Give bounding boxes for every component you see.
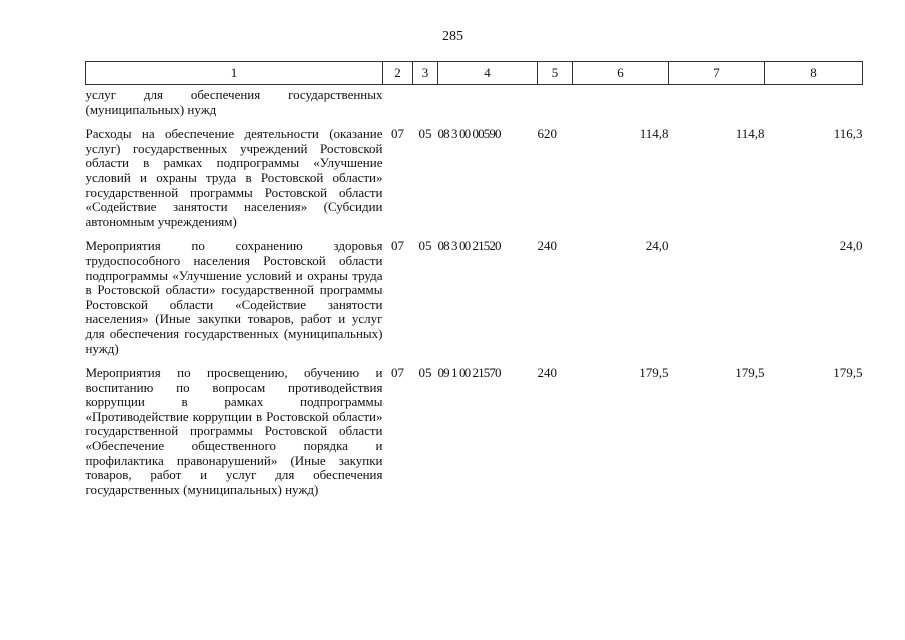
row-value-col7 [669,85,765,122]
row-value-col8: 116,3 [833,126,863,142]
table-row [86,85,863,122]
row-value-col6: 24,0 [645,238,669,254]
header-col-4: 4 [438,62,538,85]
row-value-col8: 179,5 [833,365,863,381]
table-header-row [86,62,863,85]
row-value-col7: 179,5 [735,365,765,381]
row-value-col6: 179,5 [639,365,669,381]
table-row [86,360,863,501]
page-number: 285 [442,29,463,44]
row-description: услуг для обеспечения государственных (муниципальных) нужд [85,87,383,117]
row-value-col7 [669,233,765,360]
row-section: 07 [391,238,404,254]
header-col-2: 2 [383,62,413,85]
row-value-col6: 114,8 [639,126,669,142]
row-description: Мероприятия по просвещению, обучению и воспитанию по вопросам противодействия коррупции в рамках подпрограммы «Противодействие коррупции в Ростовской области» государственной программы Ростовской области «Обеспечение общественного порядка и профилактика правонарушений» (Иные закупки товаров, работ и услуг для обеспечения государственных (муниципальных) нужд) [85,365,383,497]
row-value-col8: 24,0 [839,238,863,254]
row-expense-type [538,85,573,122]
row-value-col8 [765,85,863,122]
row-section: 07 [391,365,404,381]
row-target-code: 08 3 00 00590 [437,126,501,142]
row-value-col7: 114,8 [735,126,765,142]
row-value-col6 [573,85,669,122]
row-target-code: 08 3 00 21520 [437,238,501,254]
row-target-code [438,85,538,122]
row-target-code: 09 1 00 21570 [437,365,501,381]
table-row [86,121,863,233]
header-col-5: 5 [538,62,573,85]
row-subsection [413,85,438,122]
row-subsection: 05 [418,365,432,381]
budget-table [85,61,863,501]
header-col-3: 3 [413,62,438,85]
row-expense-type: 240 [537,365,557,381]
header-col-6: 6 [573,62,669,85]
row-subsection: 05 [418,238,432,254]
header-col-7: 7 [669,62,765,85]
row-section: 07 [391,126,404,142]
row-expense-type: 620 [537,126,557,142]
header-col-1: 1 [86,62,383,85]
row-description: Мероприятия по сохранению здоровья трудоспособного населения Ростовской области подпрограммы «Улучшение условий и охраны труда в Ростовской области» государственной программы Ростовской области «Содействие занятости населения» (Иные закупки товаров, работ и услуг для обеспечения государственных (муниципальных) нужд) [85,238,383,356]
row-section [383,85,413,122]
header-col-8: 8 [765,62,863,85]
row-description: Расходы на обеспечение деятельности (оказание услуг) государственных учреждений Ростовской области в рамках подпрограммы «Улучшение условий и охраны труда в Ростовской области» государственной программы Ростовской области «Содействие занятости населения» (Субсидии автономным учреждениям) [85,126,383,229]
table-row [86,233,863,360]
row-subsection: 05 [418,126,432,142]
row-expense-type: 240 [537,238,557,254]
